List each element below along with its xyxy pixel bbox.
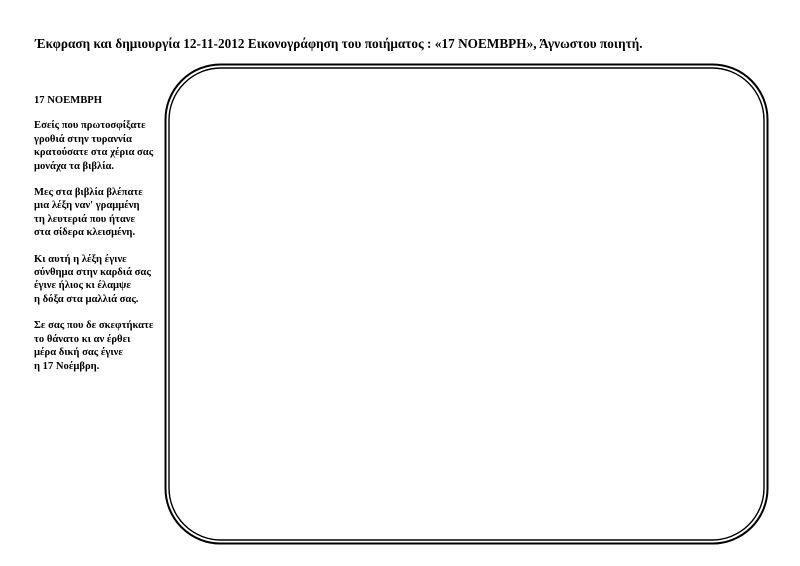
poem-line: στα σίδερα κλεισμένη.	[34, 227, 136, 239]
poem-line: Σε σας που δε σκεφτήκατε	[34, 320, 154, 332]
poem-line: Μες στα βιβλία βλέπατε	[34, 187, 143, 199]
frame-outer-border	[166, 65, 768, 544]
poem-stanza-4	[34, 319, 174, 373]
poem-line: σύνθημα στην καρδιά σας	[34, 267, 151, 279]
poem-line: το θάνατο κι αν έρθει	[34, 333, 131, 345]
poem-line: τη λευτεριά που ήτανε	[34, 213, 136, 225]
poem-line: η 17 Νοέμβρη.	[34, 360, 100, 372]
poem-stanza-1	[34, 119, 174, 173]
poem-line: έγινε ήλιος κι έλαμψε	[34, 280, 131, 292]
poem-line: μονάχα τα βιβλία.	[34, 160, 115, 172]
poem-line: μέρα δική σας έγινε	[34, 347, 123, 359]
illustration-frame[interactable]	[164, 63, 769, 545]
poem-line: μια λέξη ναν' γραμμένη	[34, 200, 140, 212]
poem-text	[34, 94, 174, 386]
poem-line: Εσείς που πρωτοσφίξατε	[34, 120, 146, 132]
poem-line: η δόξα στα μαλλιά σας.	[34, 293, 139, 305]
poem-line: γροθιά στην τυραννία	[34, 133, 132, 145]
worksheet-title: Έκφραση και δημιουργία 12-11-2012 Εικονογράφηση του ποιήματος : «17 ΝΟΕΜΒΡΗ», Άγνωστου ποιητή.	[35, 36, 643, 51]
poem-line: Κι αυτή η λέξη έγινε	[34, 253, 127, 265]
poem-title: 17 ΝΟΕΜΒΡΗ	[34, 95, 102, 106]
poem-line: κρατούσατε στα χέρια σας	[34, 147, 154, 159]
poem-stanza-3	[34, 253, 174, 307]
poem-stanza-2	[34, 186, 174, 240]
